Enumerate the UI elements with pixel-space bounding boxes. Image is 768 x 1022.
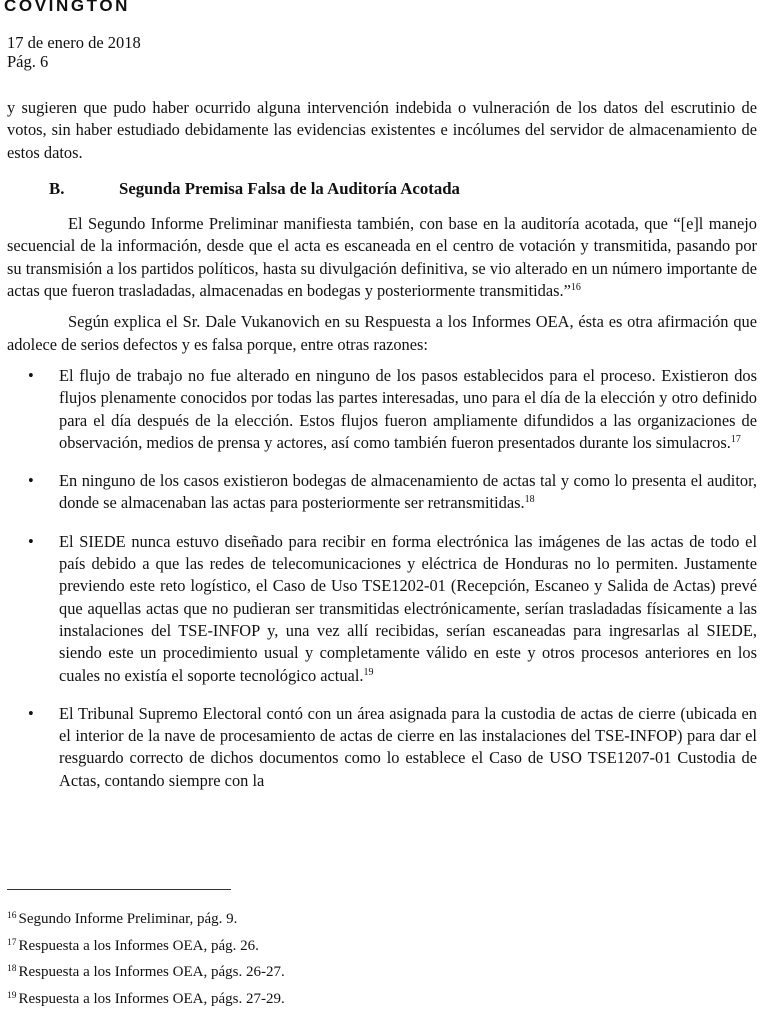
list-item [7,703,757,792]
footnote-number: 17 [7,937,17,948]
bullet-list [7,365,757,792]
footnote [7,933,285,960]
page-number: Pág. 6 [7,52,49,71]
footnote-ref[interactable]: 17 [730,433,741,445]
footnote-ref[interactable]: 16 [570,282,581,294]
footnote [7,906,285,933]
section-letter: B. [49,178,65,198]
footnote-text: Segundo Informe Preliminar, pág. 9. [18,911,238,927]
bullet-icon: • [28,531,34,551]
footnotes [7,906,285,1012]
section-title: Segunda Premisa Falsa de la Auditoría Acotada [119,178,460,198]
section-heading [7,178,757,200]
document-body [7,97,757,808]
bullet-icon: • [28,703,34,723]
footnote-ref[interactable]: 19 [363,666,374,678]
footnote-ref[interactable]: 18 [524,494,535,506]
footnote [7,986,285,1013]
footnote-text: Respuesta a los Informes OEA, pág. 26. [18,937,259,954]
footnote-number: 16 [7,911,17,921]
footnote-number: 19 [7,990,17,1001]
paragraph-intro: Según explica el Sr. Dale Vukanovich en su Respuesta a los Informes OEA, ésta es otra afirmación que adolece de serios defectos y es falsa porque, entre otras razones: [7,312,757,354]
list-item [7,470,757,515]
paragraph-text: El Segundo Informe Preliminar manifiesta también, con base en la auditoría acotada, que “[e]l manejo secuencial de la información, desde que el acta es escaneada en el centro de votación y transmitida, pasando por su transmisión a los partidos políticos, hasta su divulgación definitiva, se vio alterado en un número importante de actas que fueron trasladadas, almacenadas en bodegas y posteriormente transmitidas.” [7,214,757,301]
list-item [7,531,757,687]
bullet-icon: • [28,471,34,491]
list-item-text: El Tribunal Supremo Electoral contó con un área asignada para la custodia de actas de cierre (ubicada en el interior de la nave de procesamiento de actas de cierre en las instalaciones del TSE-INFOP) para dar el resguardo correcto de dichos documentos como lo establece el Caso de USO TSE1207-01 Custodia de Actas, contando siempre con la [59,703,757,790]
footnote-number: 18 [7,964,17,974]
list-item-text: En ninguno de los casos existieron bodegas de almacenamiento de actas tal y como lo presenta el auditor, donde se almacenaban las actas para posteriormente ser retransmitidas. [59,471,757,513]
continuation-paragraph: y sugieren que pudo haber ocurrido alguna intervención indebida o vulneración de los datos del escrutinio de votos, sin haber estudiado debidamente las evidencias existentes e incólumes del servidor de almacenamiento de estos datos. [7,98,757,162]
footnote-text: Respuesta a los Informes OEA, págs. 27-29. [18,990,285,1007]
footnote-divider [7,889,231,890]
letter-date: 17 de enero de 2018 [7,33,141,52]
bullet-icon: • [28,365,34,385]
letter-meta [7,33,141,71]
footnote [7,959,285,986]
footnote-text: Respuesta a los Informes OEA, págs. 26-27. [18,964,285,980]
paragraph-quote [7,213,757,302]
firm-logo: COVINGTON [4,0,131,15]
list-item-text: El flujo de trabajo no fue alterado en ninguno de los pasos establecidos para el proceso. Existieron dos flujos plenamente conocidos por todas las partes interesadas, uno para el día de la elección y otro definido para el día después de la elección. Estos flujos fueron ampliamente difundidos a las organizaciones de observación, medios de prensa y actores, así como también fueron presentados durante los simulacros. [59,365,757,452]
list-item [7,365,757,454]
list-item-text: El SIEDE nunca estuvo diseñado para recibir en forma electrónica las imágenes de las actas de todo el país debido a que las redes de telecomunicaciones y eléctrica de Honduras no lo permiten. Justamente previendo este reto logístico, el Caso de Uso TSE1202-01 (Recepción, Escaneo y Salida de Actas) prevé que aquellas actas que no pudieran ser transmitidas electrónicamente, serían trasladadas físicamente a las instalaciones del TSE-INFOP y, una vez allí recibidas, serían escaneadas para ingresarlas al SIEDE, siendo este un procedimiento usual y completamente válido en este y otros procesos anteriores en los cuales no existía el soporte tecnológico actual. [59,531,757,685]
